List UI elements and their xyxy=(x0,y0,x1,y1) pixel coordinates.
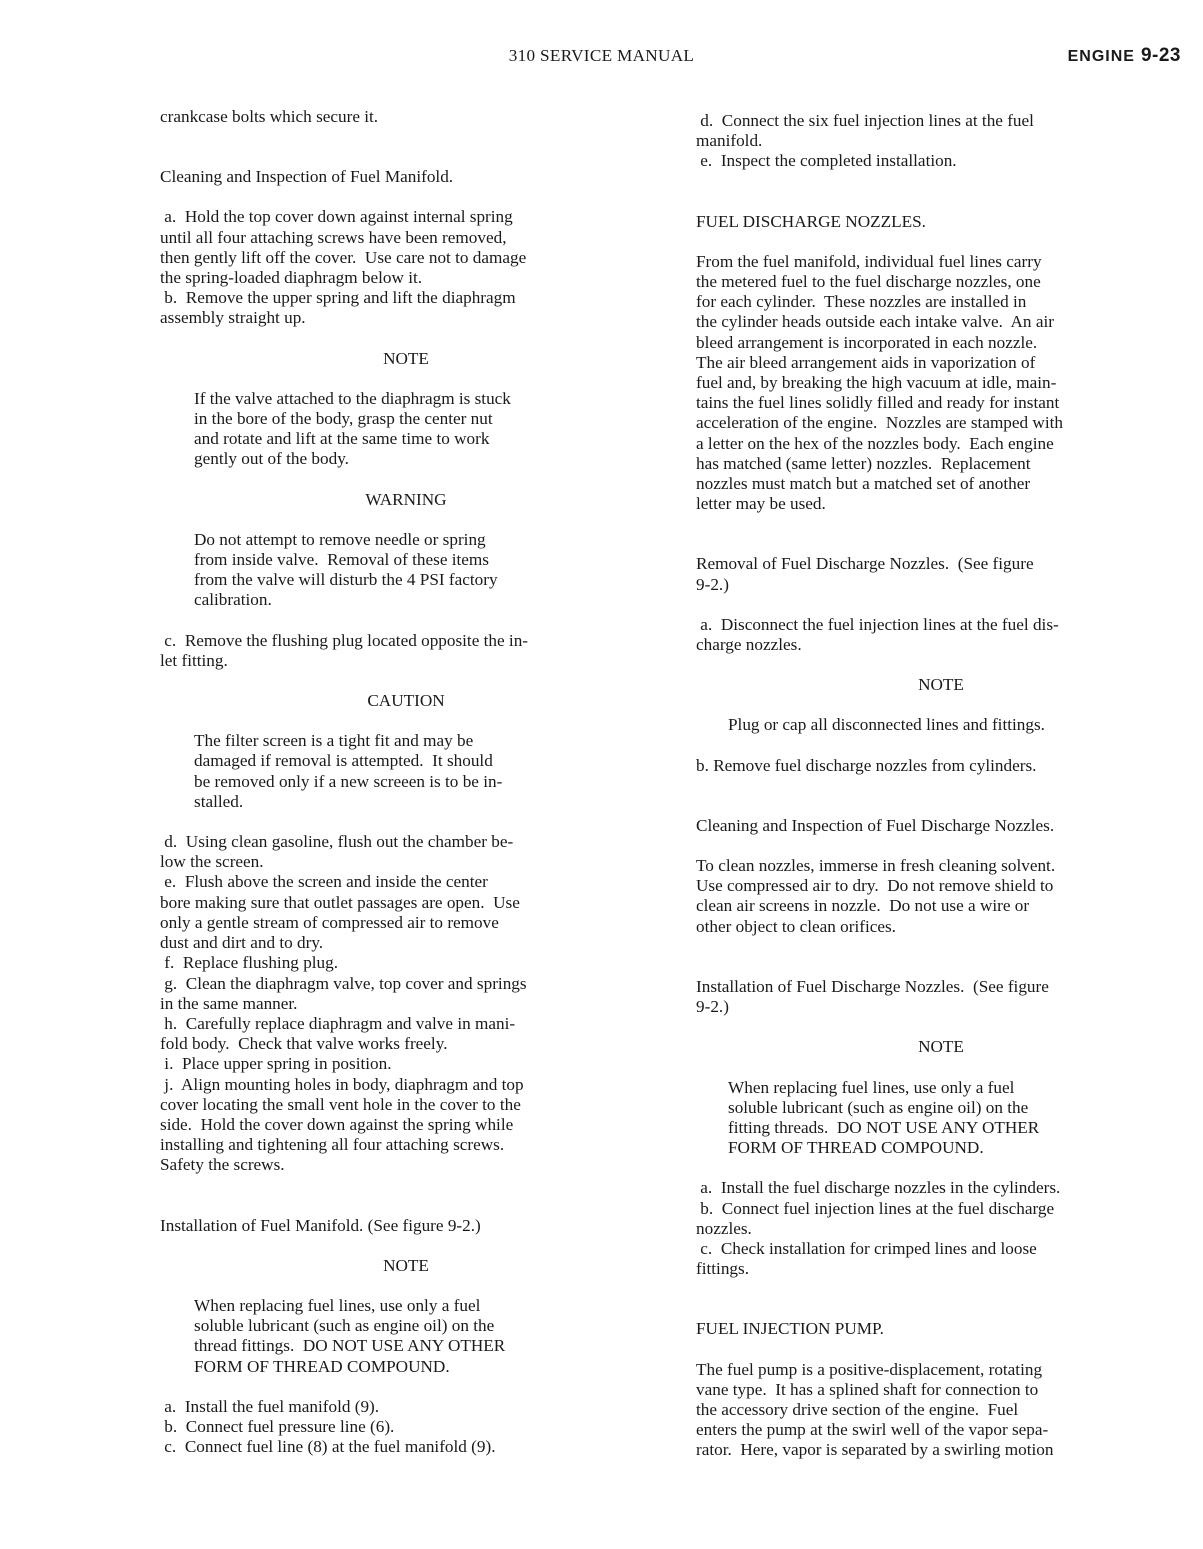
steps-d-j xyxy=(160,832,652,1175)
heading-fuel-discharge-nozzles: FUEL DISCHARGE NOZZLES. xyxy=(696,211,926,231)
step-c xyxy=(160,631,652,671)
paragraph-cleaning-nozzles xyxy=(696,856,1186,937)
text-line: 9-2.) xyxy=(696,574,729,594)
text-line: j. Align mounting holes in body, diaphragm and top xyxy=(160,1074,524,1094)
text-line: Installation of Fuel Discharge Nozzles. (See figure xyxy=(696,976,1049,996)
note-body xyxy=(160,389,652,470)
text-line: fold body. Check that valve works freely. xyxy=(160,1034,448,1054)
heading-cleaning-manifold: Cleaning and Inspection of Fuel Manifold. xyxy=(160,167,454,187)
heading-cleaning-nozzles: Cleaning and Inspection of Fuel Discharge Nozzles. xyxy=(696,815,1055,835)
text-line: let fitting. xyxy=(160,650,228,670)
text-line: i. Place upper spring in position. xyxy=(160,1054,392,1074)
text-line: cover locating the small vent hole in the cover to the xyxy=(160,1094,521,1114)
text-line: b. Connect fuel pressure line (6). xyxy=(160,1416,395,1436)
text-line: Removal of Fuel Discharge Nozzles. (See figure xyxy=(696,554,1034,574)
text-line: be removed only if a new screeen is to be in- xyxy=(194,771,503,791)
heading-fuel-injection-pump: FUEL INJECTION PUMP. xyxy=(696,1319,884,1339)
note-title-2: NOTE xyxy=(383,1255,429,1275)
text-line: a letter on the hex of the nozzles body. Each engine xyxy=(696,433,1054,453)
text-line: The filter screen is a tight fit and may be xyxy=(194,731,474,751)
text-line: until all four attaching screws have been removed, xyxy=(160,227,507,247)
step-a xyxy=(160,207,652,288)
text-line: c. Connect fuel line (8) at the fuel manifold (9). xyxy=(160,1437,496,1457)
warning-body xyxy=(160,530,652,611)
text-line: from the valve will disturb the 4 PSI factory xyxy=(194,570,498,590)
text-line: acceleration of the engine. Nozzles are stamped with xyxy=(696,413,1063,433)
text-line: rator. Here, vapor is separated by a swirling motion xyxy=(696,1440,1054,1460)
steps-d-e xyxy=(696,111,1186,172)
text-line: clean air screens in nozzle. Do not use a wire or xyxy=(696,896,1030,916)
text-line: tains the fuel lines solidly filled and ready for instant xyxy=(696,393,1060,413)
text-line: installing and tightening all four attaching screws. xyxy=(160,1135,505,1155)
text-line: manifold. xyxy=(696,131,763,151)
text-line: The fuel pump is a positive-displacement, rotating xyxy=(696,1359,1043,1379)
text-line: g. Clean the diaphragm valve, top cover and springs xyxy=(160,973,527,993)
text-line: The air bleed arrangement aids in vaporization of xyxy=(696,352,1036,372)
text-line: FORM OF THREAD COMPOUND. xyxy=(728,1138,984,1158)
text-line: To clean nozzles, immerse in fresh cleaning solvent. xyxy=(696,856,1056,876)
text-line: the spring-loaded diaphragm below it. xyxy=(160,268,423,288)
page-header-section xyxy=(1068,46,1181,67)
text-line: nozzles must match but a matched set of another xyxy=(696,474,1031,494)
text-line: a. Hold the top cover down against internal spring xyxy=(160,207,513,227)
paragraph-pump xyxy=(696,1360,1186,1461)
heading-removal-nozzles xyxy=(696,554,1186,594)
removal-step-a xyxy=(696,615,1186,655)
text-line: dust and dirt and to dry. xyxy=(160,933,324,953)
text-line: c. Remove the flushing plug located opposite the in- xyxy=(160,630,529,650)
removal-step-b: b. Remove fuel discharge nozzles from cylinders. xyxy=(696,755,1037,775)
note-body-3: Plug or cap all disconnected lines and fittings. xyxy=(728,715,1045,735)
text-line: gently out of the body. xyxy=(194,449,349,469)
text-line: f. Replace flushing plug. xyxy=(160,953,339,973)
section-name: ENGINE xyxy=(1067,48,1135,65)
text-line: and rotate and lift at the same time to work xyxy=(194,429,490,449)
text-line: a. Install the fuel discharge nozzles in the cylinders. xyxy=(696,1178,1061,1198)
text-line: Use compressed air to dry. Do not remove shield to xyxy=(696,876,1054,896)
text-line: the accessory drive section of the engine. Fuel xyxy=(696,1399,1019,1419)
text-line: calibration. xyxy=(194,590,272,610)
page-number: 9-23 xyxy=(1140,45,1181,66)
note-title: NOTE xyxy=(383,348,429,368)
right-column xyxy=(696,111,1186,1461)
page-header-title: 310 SERVICE MANUAL xyxy=(508,46,695,65)
text-line: low the screen. xyxy=(160,852,264,872)
text-line: FORM OF THREAD COMPOUND. xyxy=(194,1356,450,1376)
text-line: d. Connect the six fuel injection lines at the fuel xyxy=(696,111,1034,130)
paragraph-crankcase: crankcase bolts which secure it. xyxy=(160,107,379,126)
text-line: nozzles. xyxy=(696,1218,752,1238)
note-body-2 xyxy=(160,1296,652,1377)
left-column xyxy=(160,107,652,1457)
text-line: side. Hold the cover down against the spring while xyxy=(160,1114,514,1134)
step-b xyxy=(160,288,652,328)
install-nozzle-steps xyxy=(696,1178,1186,1279)
text-line: the metered fuel to the fuel discharge nozzles, one xyxy=(696,272,1041,292)
text-line: b. Remove the upper spring and lift the diaphragm xyxy=(160,288,516,308)
text-line: for each cylinder. These nozzles are installed in xyxy=(696,292,1027,312)
caution-title: CAUTION xyxy=(367,691,445,711)
text-line: enters the pump at the swirl well of the vapor sepa- xyxy=(696,1420,1049,1440)
text-line: When replacing fuel lines, use only a fuel xyxy=(194,1295,481,1315)
text-line: Safety the screws. xyxy=(160,1155,285,1175)
text-line: assembly straight up. xyxy=(160,308,306,328)
text-line: h. Carefully replace diaphragm and valve in mani- xyxy=(160,1013,516,1033)
text-line: a. Disconnect the fuel injection lines at the fuel dis- xyxy=(696,614,1059,634)
text-line: letter may be used. xyxy=(696,494,826,514)
text-line: charge nozzles. xyxy=(696,635,802,655)
heading-install-manifold: Installation of Fuel Manifold. (See figure 9-2.) xyxy=(160,1215,481,1235)
text-line: only a gentle stream of compressed air to remove xyxy=(160,912,499,932)
text-line: a. Install the fuel manifold (9). xyxy=(160,1396,380,1416)
text-line: c. Check installation for crimped lines and loose xyxy=(696,1238,1037,1258)
warning-title: WARNING xyxy=(365,489,447,509)
text-line: bore making sure that outlet passages are open. Use xyxy=(160,892,520,912)
caution-body xyxy=(160,731,652,812)
text-line: e. Inspect the completed installation. xyxy=(696,151,957,171)
note-title-3: NOTE xyxy=(918,675,964,695)
text-line: From the fuel manifold, individual fuel lines carry xyxy=(696,251,1042,271)
text-line: has matched (same letter) nozzles. Replacement xyxy=(696,453,1031,473)
text-line: soluble lubricant (such as engine oil) on the xyxy=(194,1316,495,1336)
text-line: damaged if removal is attempted. It should xyxy=(194,751,493,771)
install-steps xyxy=(160,1397,652,1458)
text-line: 9-2.) xyxy=(696,997,729,1017)
text-line: b. Connect fuel injection lines at the fuel discharge xyxy=(696,1198,1055,1218)
text-line: vane type. It has a splined shaft for connection to xyxy=(696,1379,1039,1399)
text-line: in the same manner. xyxy=(160,993,298,1013)
text-line: fitting threads. DO NOT USE ANY OTHER xyxy=(728,1117,1040,1137)
text-line: then gently lift off the cover. Use care not to damage xyxy=(160,247,527,267)
text-line: the cylinder heads outside each intake valve. An air xyxy=(696,312,1054,332)
text-line: When replacing fuel lines, use only a fuel xyxy=(728,1077,1015,1097)
text-line: soluble lubricant (such as engine oil) on the xyxy=(728,1097,1029,1117)
text-line: fuel and, by breaking the high vacuum at idle, main- xyxy=(696,373,1057,393)
text-line: other object to clean orifices. xyxy=(696,916,896,936)
text-line: bleed arrangement is incorporated in each nozzle. xyxy=(696,332,1038,352)
text-line: in the bore of the body, grasp the center nut xyxy=(194,409,493,429)
paragraph-nozzles xyxy=(696,252,1186,515)
text-line: If the valve attached to the diaphragm is stuck xyxy=(194,388,511,408)
text-line: thread fittings. DO NOT USE ANY OTHER xyxy=(194,1336,506,1356)
text-line: fittings. xyxy=(696,1259,749,1279)
text-line: from inside valve. Removal of these items xyxy=(194,550,489,570)
text-line: stalled. xyxy=(194,791,244,811)
text-line: d. Using clean gasoline, flush out the chamber be- xyxy=(160,832,514,852)
text-line: e. Flush above the screen and inside the center xyxy=(160,872,488,892)
note-body-4 xyxy=(696,1078,1186,1159)
note-title-4: NOTE xyxy=(918,1037,964,1057)
heading-install-nozzles xyxy=(696,977,1186,1017)
text-line: Do not attempt to remove needle or spring xyxy=(194,529,486,549)
